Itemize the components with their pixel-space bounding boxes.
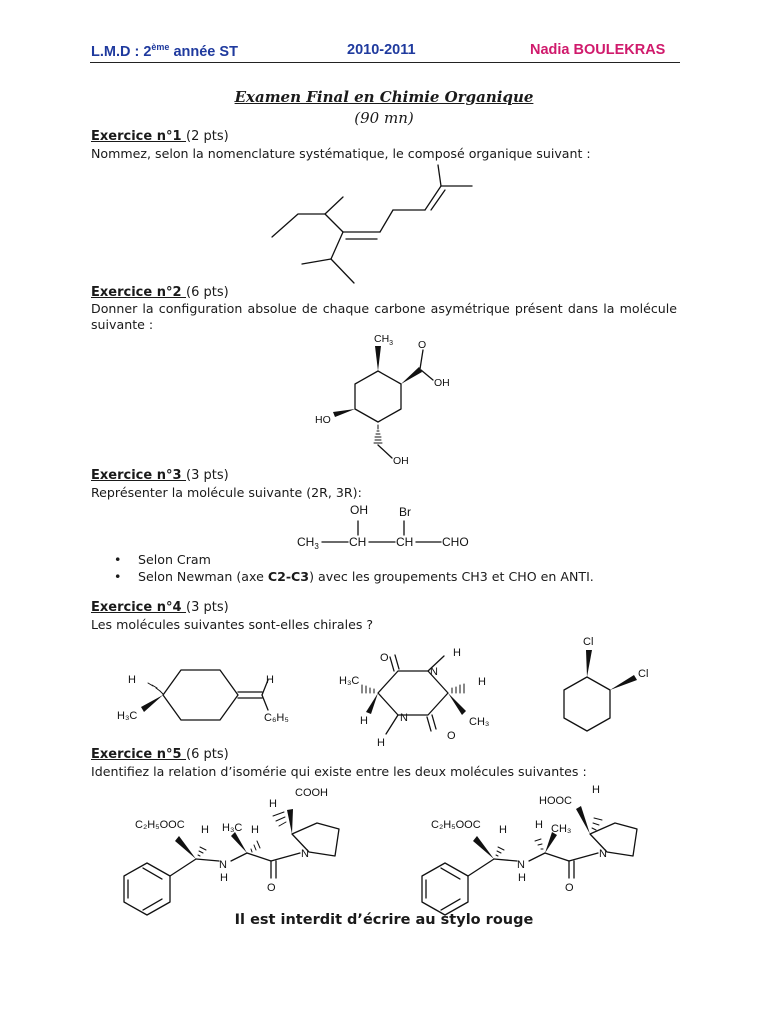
m2-ch3-label: CH₃ [551,823,572,835]
c3-ch-label: CH [396,535,414,549]
exercise-4-text: Les molécules suivantes sont-elles chirales ? [91,617,374,632]
exam-title: Examen Final en Chimie Organique [234,88,534,106]
m1-h-alpha-label: H [201,824,209,836]
exercise-4-molecule-b [339,647,489,749]
b-h-top-label: H [453,647,461,659]
m2-h-ala-label: H [535,819,543,831]
ch2oh-oh-label: OH [393,455,409,467]
b-ch3-label: CH₃ [469,716,490,728]
c-cl-top-label: Cl [583,636,594,648]
b-o-top-label: O [380,652,389,664]
ho-label: HO [315,414,331,426]
header-year: 2010-2011 [347,42,416,58]
m2-hooc-label: HOOC [539,795,572,807]
m2-ester-label: C₂H₅OOC [431,819,481,831]
c2-ch-label: CH [349,535,367,549]
m2-h-alpha-label: H [499,824,507,836]
m1-nh-h-label: H [220,872,228,884]
m2-nh-h-label: H [518,872,526,884]
header-author: Nadia BOULEKRAS [530,42,666,58]
a-h-label: H [128,674,136,686]
exercise-5-heading: Exercice n°5 (6 pts) [91,747,229,762]
exercise-4-molecule-c [564,636,648,731]
a-h3c-label: H₃C [117,710,138,722]
exercise-3-molecule [297,503,469,551]
exercise-5-text: Identifiez la relation d’isomérie qui existe entre les deux molécules suivantes : [91,764,587,779]
exercise-4-molecule-a [117,670,289,724]
exercise-1-molecule [272,165,472,283]
m2-pro-n-label: N [599,848,607,860]
m1-pro-n-label: N [301,848,309,860]
exercise-2-heading: Exercice n°2 (6 pts) [91,285,229,300]
m1-n-label: N [219,859,227,871]
m1-ester-label: C₂H₅OOC [135,819,185,831]
c4-cho-label: CHO [442,535,469,549]
bullet-cram: • Selon Cram [100,551,594,568]
bullet-newman: • Selon Newman (axe C2-C3) avec les groupements CH3 et CHO en ANTI. [100,568,594,585]
acid-oh-label: OH [434,377,450,389]
m2-o-label: O [565,882,574,894]
b-h-left-label: H [360,715,368,727]
exercise-2-text: Donner la configuration absolue de chaque carbone asymétrique présent dans la molécule suivante : [91,301,677,332]
exercise-1-heading: Exercice n°1 (2 pts) [91,129,229,144]
m1-h-ala-label: H [251,824,259,836]
m1-h3c-label: H₃C [222,822,243,834]
exercise-2-molecule [315,333,450,467]
ch3-label: $CH_3$ [374,333,394,347]
a-c6h5-label: C₆H₅ [264,712,289,724]
footer-notice: Il est interdit d’écrire au stylo rouge [234,912,534,928]
exercise-5-molecule-1 [124,787,339,915]
m2-h-pro-label: H [592,784,600,796]
c-cl-right-label: Cl [638,668,649,680]
exam-duration: (90 mn) [354,109,414,127]
b-h-right-label: H [478,676,486,688]
m1-h-pro-label: H [269,798,277,810]
b-n-bottom-label: N [400,712,408,724]
m1-o-label: O [267,882,276,894]
b-h-bottom-label: H [377,737,385,749]
exercise-4-heading: Exercice n°4 (3 pts) [91,600,229,615]
a-vinyl-h-label: H [266,674,274,686]
c3-br-label: Br [399,505,411,519]
c2-oh-label: OH [350,503,368,517]
carbonyl-o-label: O [418,339,427,351]
b-o-bottom-label: O [447,730,456,742]
b-n-top-label: N [430,666,438,678]
exercise-3-text: Représenter la molécule suivante (2R, 3R): [91,485,362,500]
m1-cooh-label: COOH [295,787,328,799]
b-h3c-label: H₃C [339,675,360,687]
exercise-3-heading: Exercice n°3 (3 pts) [91,468,229,483]
m2-n-label: N [517,859,525,871]
exercise-1-text: Nommez, selon la nomenclature systématique, le composé organique suivant : [91,146,591,161]
c1-ch3-label: $CH_3$ [297,535,319,551]
exercise-5-molecule-2 [422,784,637,915]
header-course: L.M.D : 2ème année ST [91,42,238,60]
